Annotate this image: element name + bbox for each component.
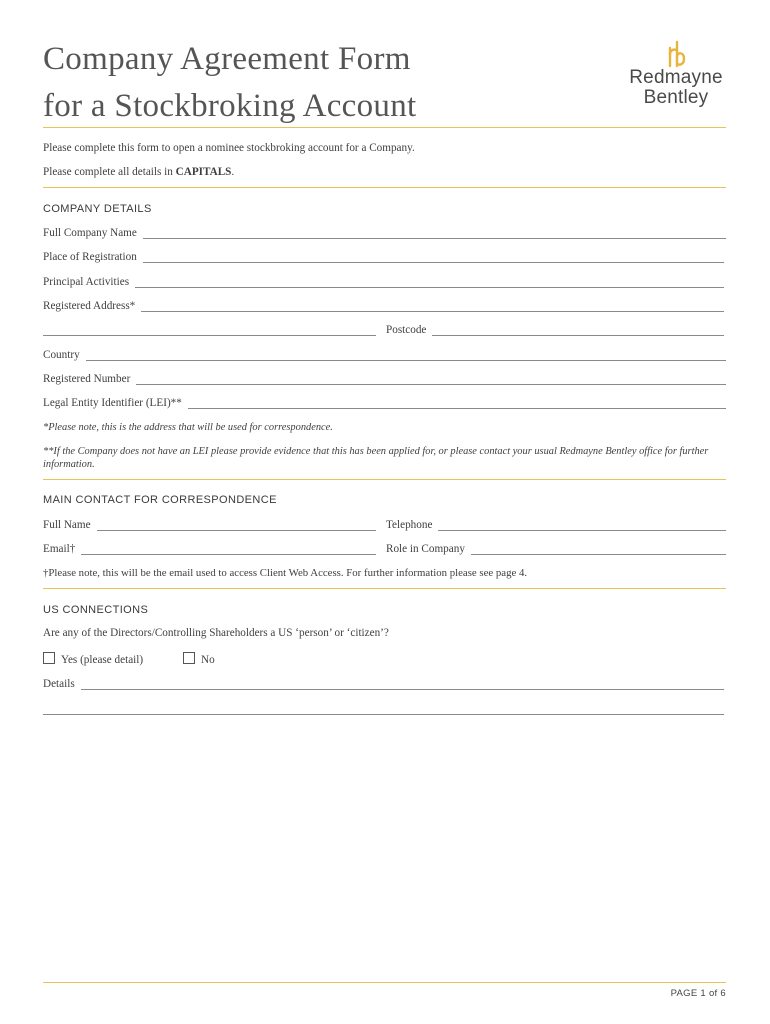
divider <box>43 479 726 480</box>
no-checkbox[interactable] <box>183 652 195 664</box>
registered-address-field[interactable] <box>43 298 724 312</box>
logo-text-line1: Redmayne <box>629 67 723 88</box>
section-heading-main-contact: MAIN CONTACT FOR CORRESPONDENCE <box>43 494 277 506</box>
role-in-company-field[interactable] <box>386 541 726 555</box>
telephone-input-line[interactable] <box>438 522 726 531</box>
email-note: †Please note, this will be the email used to access Client Web Access. For further information please see page 4. <box>43 567 528 579</box>
registered-number-input-line[interactable] <box>136 376 726 385</box>
details-input-line[interactable] <box>81 681 724 690</box>
postcode-label: Postcode <box>386 324 427 336</box>
country-label: Country <box>43 349 80 361</box>
form-title <box>43 36 416 130</box>
details-field[interactable] <box>43 676 724 690</box>
redmayne-bentley-logo <box>606 40 746 108</box>
postcode-input-line[interactable] <box>432 327 724 336</box>
intro-line1: Please complete this form to open a nominee stockbroking account for a Company. <box>43 142 415 154</box>
telephone-field[interactable] <box>386 517 726 531</box>
details-line2-input-line[interactable] <box>43 706 724 715</box>
rb-monogram-icon <box>665 40 687 68</box>
role-in-company-input-line[interactable] <box>471 546 726 555</box>
email-field[interactable] <box>43 541 376 555</box>
place-of-registration-input-line[interactable] <box>143 254 724 263</box>
registered-address-input-line[interactable] <box>141 303 724 312</box>
divider <box>43 187 726 188</box>
email-label: Email† <box>43 543 76 555</box>
lei-label: Legal Entity Identifier (LEI)** <box>43 397 182 409</box>
page-number: PAGE 1 of 6 <box>670 988 726 999</box>
contact-full-name-input-line[interactable] <box>97 522 376 531</box>
section-heading-company-details: COMPANY DETAILS <box>43 203 152 215</box>
lei-note: **If the Company does not have an LEI please provide evidence that this has been applied for, or please contact your usual Redmayne Bentley office for further information. <box>43 446 709 470</box>
lei-field[interactable] <box>43 395 726 409</box>
contact-full-name-label: Full Name <box>43 519 91 531</box>
divider <box>43 588 726 589</box>
principal-activities-label: Principal Activities <box>43 276 130 288</box>
section-heading-us-connections: US CONNECTIONS <box>43 604 149 616</box>
role-in-company-label: Role in Company <box>386 543 465 555</box>
full-company-name-field[interactable] <box>43 225 726 239</box>
registered-address-label: Registered Address* <box>43 300 136 312</box>
form-title-line2: for a Stockbroking Account <box>43 88 417 124</box>
contact-full-name-field[interactable] <box>43 517 376 531</box>
yes-checkbox[interactable] <box>43 652 55 664</box>
country-field[interactable] <box>43 347 726 361</box>
us-person-question: Are any of the Directors/Controlling Shareholders a US ‘person’ or ‘citizen’? <box>43 627 389 639</box>
yes-label: Yes (please detail) <box>61 654 144 666</box>
country-input-line[interactable] <box>86 352 726 361</box>
place-of-registration-field[interactable] <box>43 249 724 263</box>
registered-address-line2-input-line[interactable] <box>43 327 376 336</box>
full-company-name-label: Full Company Name <box>43 227 137 239</box>
full-company-name-input-line[interactable] <box>143 230 726 239</box>
no-label: No <box>201 654 215 666</box>
principal-activities-field[interactable] <box>43 274 724 288</box>
registered-number-label: Registered Number <box>43 373 131 385</box>
place-of-registration-label: Place of Registration <box>43 251 137 263</box>
address-note: *Please note, this is the address that will be used for correspondence. <box>43 422 333 433</box>
logo-text-line2: Bentley <box>643 87 709 108</box>
yes-option[interactable] <box>43 652 143 666</box>
telephone-label: Telephone <box>386 519 433 531</box>
intro-line2: Please complete all details in CAPITALS. <box>43 166 235 178</box>
footer-divider <box>43 982 726 983</box>
email-input-line[interactable] <box>81 546 376 555</box>
registered-address-line2-field[interactable] <box>43 322 376 336</box>
details-label: Details <box>43 678 75 690</box>
no-option[interactable] <box>183 652 215 666</box>
principal-activities-input-line[interactable] <box>135 279 724 288</box>
divider <box>43 127 726 128</box>
registered-number-field[interactable] <box>43 371 726 385</box>
capitals-emphasis: CAPITALS <box>175 166 232 178</box>
postcode-field[interactable] <box>386 322 724 336</box>
form-title-line1: Company Agreement Form <box>43 41 411 77</box>
lei-input-line[interactable] <box>188 400 726 409</box>
details-line2-field[interactable] <box>43 701 724 715</box>
